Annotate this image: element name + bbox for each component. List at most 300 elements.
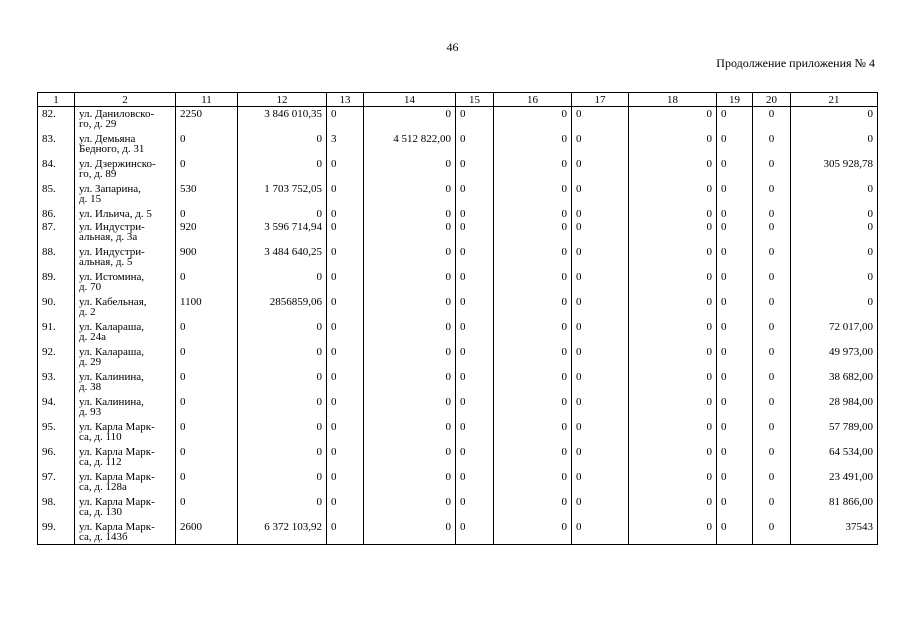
value-cell-c15: 0 <box>456 245 494 270</box>
value-cell-c11: 0 <box>176 420 238 445</box>
value-cell-c20: 0 <box>753 520 791 545</box>
value-cell-c17: 0 <box>572 495 629 520</box>
value-cell-c16: 0 <box>494 420 572 445</box>
value-cell-c20: 0 <box>753 345 791 370</box>
address-line: ул. Демьяна <box>79 132 136 145</box>
value-cell-c13: 0 <box>327 445 364 470</box>
address-line: д. 29 <box>79 355 102 368</box>
value-cell-c17: 0 <box>572 345 629 370</box>
column-header: 18 <box>629 93 717 107</box>
address-cell <box>75 245 176 270</box>
address-line: ул. Калинина, <box>79 370 144 383</box>
table-row <box>38 295 878 320</box>
address-cell <box>75 420 176 445</box>
value-cell-c18: 0 <box>629 270 717 295</box>
value-cell-c14: 0 <box>364 445 456 470</box>
table-body <box>38 107 878 545</box>
value-cell-c11: 0 <box>176 370 238 395</box>
value-cell-c19: 0 <box>717 295 753 320</box>
value-cell-c14: 0 <box>364 207 456 220</box>
value-cell-c16: 0 <box>494 495 572 520</box>
value-cell-c17: 0 <box>572 470 629 495</box>
address-line: Бедного, д. 31 <box>79 142 145 155</box>
address-line: д. 15 <box>79 192 102 205</box>
value-cell-c21: 0 <box>791 220 878 245</box>
value-cell-c18: 0 <box>629 295 717 320</box>
value-cell-c20: 0 <box>753 495 791 520</box>
value-cell-c14: 4 512 822,00 <box>364 132 456 157</box>
value-cell-c16: 0 <box>494 295 572 320</box>
address-line: ул. Калараша, <box>79 345 145 358</box>
value-cell-c20: 0 <box>753 182 791 207</box>
value-cell-c14: 0 <box>364 420 456 445</box>
value-cell-c15: 0 <box>456 345 494 370</box>
value-cell-c15: 0 <box>456 495 494 520</box>
column-header: 21 <box>791 93 878 107</box>
value-cell-c14: 0 <box>364 370 456 395</box>
value-cell-c14: 0 <box>364 107 456 132</box>
address-line: ул. Ильича, д. 5 <box>79 207 152 220</box>
table-row <box>38 182 878 207</box>
value-cell-c21: 37543 <box>791 520 878 545</box>
value-cell-c16: 0 <box>494 245 572 270</box>
row-number-cell: 82. <box>38 107 75 132</box>
row-number-cell: 85. <box>38 182 75 207</box>
value-cell-c11: 530 <box>176 182 238 207</box>
value-cell-c19: 0 <box>717 132 753 157</box>
value-cell-c16: 0 <box>494 207 572 220</box>
row-number-cell: 98. <box>38 495 75 520</box>
address-line: д. 24а <box>79 330 106 343</box>
value-cell-c11: 0 <box>176 345 238 370</box>
address-line: са, д. 143б <box>79 530 128 543</box>
value-cell-c12: 6 372 103,92 <box>238 520 327 545</box>
value-cell-c18: 0 <box>629 107 717 132</box>
value-cell-c13: 0 <box>327 520 364 545</box>
value-cell-c15: 0 <box>456 107 494 132</box>
value-cell-c17: 0 <box>572 395 629 420</box>
value-cell-c19: 0 <box>717 420 753 445</box>
value-cell-c17: 0 <box>572 182 629 207</box>
row-number-cell: 86. <box>38 207 75 220</box>
value-cell-c19: 0 <box>717 270 753 295</box>
value-cell-c13: 0 <box>327 270 364 295</box>
row-number-cell: 89. <box>38 270 75 295</box>
value-cell-c12: 0 <box>238 320 327 345</box>
value-cell-c15: 0 <box>456 320 494 345</box>
value-cell-c13: 0 <box>327 245 364 270</box>
value-cell-c11: 0 <box>176 470 238 495</box>
value-cell-c21: 81 866,00 <box>791 495 878 520</box>
value-cell-c18: 0 <box>629 445 717 470</box>
value-cell-c11: 0 <box>176 132 238 157</box>
value-cell-c14: 0 <box>364 470 456 495</box>
value-cell-c15: 0 <box>456 420 494 445</box>
value-cell-c17: 0 <box>572 445 629 470</box>
address-line: ул. Карла Марк- <box>79 420 155 433</box>
table-row <box>38 220 878 245</box>
address-line: са, д. 110 <box>79 430 122 443</box>
value-cell-c21: 0 <box>791 182 878 207</box>
value-cell-c18: 0 <box>629 207 717 220</box>
address-line: ул. Калараша, <box>79 320 145 333</box>
value-cell-c18: 0 <box>629 420 717 445</box>
address-line: го, д. 89 <box>79 167 117 180</box>
row-number-cell: 92. <box>38 345 75 370</box>
value-cell-c14: 0 <box>364 295 456 320</box>
value-cell-c21: 0 <box>791 107 878 132</box>
address-cell <box>75 132 176 157</box>
value-cell-c17: 0 <box>572 157 629 182</box>
column-header: 16 <box>494 93 572 107</box>
address-cell <box>75 320 176 345</box>
value-cell-c21: 28 984,00 <box>791 395 878 420</box>
value-cell-c20: 0 <box>753 132 791 157</box>
value-cell-c13: 0 <box>327 420 364 445</box>
value-cell-c19: 0 <box>717 395 753 420</box>
value-cell-c13: 0 <box>327 320 364 345</box>
column-header: 13 <box>327 93 364 107</box>
row-number-cell: 96. <box>38 445 75 470</box>
value-cell-c16: 0 <box>494 520 572 545</box>
value-cell-c17: 0 <box>572 370 629 395</box>
value-cell-c12: 0 <box>238 445 327 470</box>
table-row <box>38 470 878 495</box>
address-line: са, д. 128а <box>79 480 127 493</box>
address-line: ул. Запарина, <box>79 182 141 195</box>
value-cell-c17: 0 <box>572 420 629 445</box>
value-cell-c18: 0 <box>629 345 717 370</box>
value-cell-c14: 0 <box>364 182 456 207</box>
value-cell-c11: 1100 <box>176 295 238 320</box>
address-line: го, д. 29 <box>79 118 117 130</box>
value-cell-c17: 0 <box>572 132 629 157</box>
value-cell-c15: 0 <box>456 395 494 420</box>
table-row <box>38 395 878 420</box>
address-line: д. 38 <box>79 380 102 393</box>
value-cell-c21: 0 <box>791 295 878 320</box>
address-cell <box>75 295 176 320</box>
value-cell-c17: 0 <box>572 270 629 295</box>
value-cell-c12: 0 <box>238 470 327 495</box>
value-cell-c13: 0 <box>327 495 364 520</box>
value-cell-c16: 0 <box>494 270 572 295</box>
value-cell-c15: 0 <box>456 132 494 157</box>
value-cell-c18: 0 <box>629 182 717 207</box>
address-cell <box>75 395 176 420</box>
value-cell-c20: 0 <box>753 220 791 245</box>
value-cell-c20: 0 <box>753 370 791 395</box>
row-number-cell: 90. <box>38 295 75 320</box>
value-cell-c15: 0 <box>456 520 494 545</box>
value-cell-c18: 0 <box>629 495 717 520</box>
value-cell-c17: 0 <box>572 207 629 220</box>
value-cell-c14: 0 <box>364 495 456 520</box>
address-line: ул. Даниловско- <box>79 108 155 120</box>
column-header: 20 <box>753 93 791 107</box>
table-row <box>38 270 878 295</box>
value-cell-c16: 0 <box>494 132 572 157</box>
value-cell-c18: 0 <box>629 470 717 495</box>
value-cell-c16: 0 <box>494 445 572 470</box>
value-cell-c18: 0 <box>629 132 717 157</box>
value-cell-c11: 0 <box>176 495 238 520</box>
table-row <box>38 320 878 345</box>
value-cell-c11: 2600 <box>176 520 238 545</box>
value-cell-c21: 72 017,00 <box>791 320 878 345</box>
column-header: 2 <box>75 93 176 107</box>
value-cell-c16: 0 <box>494 345 572 370</box>
value-cell-c14: 0 <box>364 220 456 245</box>
row-number-cell: 97. <box>38 470 75 495</box>
table-row <box>38 207 878 220</box>
address-line: альная, д. 3а <box>79 230 138 243</box>
address-cell <box>75 370 176 395</box>
column-header: 14 <box>364 93 456 107</box>
address-line: ул. Дзержинско- <box>79 157 156 170</box>
table-row <box>38 520 878 545</box>
value-cell-c16: 0 <box>494 395 572 420</box>
table-row <box>38 370 878 395</box>
value-cell-c20: 0 <box>753 295 791 320</box>
address-line: ул. Карла Марк- <box>79 470 155 483</box>
value-cell-c21: 49 973,00 <box>791 345 878 370</box>
value-cell-c13: 0 <box>327 157 364 182</box>
value-cell-c15: 0 <box>456 220 494 245</box>
value-cell-c19: 0 <box>717 182 753 207</box>
value-cell-c13: 0 <box>327 395 364 420</box>
value-cell-c11: 0 <box>176 207 238 220</box>
address-cell <box>75 520 176 545</box>
value-cell-c20: 0 <box>753 270 791 295</box>
value-cell-c11: 0 <box>176 157 238 182</box>
row-number-cell: 88. <box>38 245 75 270</box>
value-cell-c20: 0 <box>753 207 791 220</box>
column-header: 15 <box>456 93 494 107</box>
table-row <box>38 157 878 182</box>
value-cell-c15: 0 <box>456 470 494 495</box>
value-cell-c11: 2250 <box>176 107 238 132</box>
value-cell-c19: 0 <box>717 107 753 132</box>
value-cell-c20: 0 <box>753 107 791 132</box>
value-cell-c13: 0 <box>327 295 364 320</box>
row-number-cell: 93. <box>38 370 75 395</box>
address-cell <box>75 445 176 470</box>
value-cell-c14: 0 <box>364 270 456 295</box>
value-cell-c14: 0 <box>364 157 456 182</box>
table-row <box>38 345 878 370</box>
value-cell-c11: 0 <box>176 445 238 470</box>
value-cell-c17: 0 <box>572 320 629 345</box>
value-cell-c19: 0 <box>717 470 753 495</box>
value-cell-c12: 0 <box>238 132 327 157</box>
value-cell-c18: 0 <box>629 220 717 245</box>
value-cell-c11: 0 <box>176 320 238 345</box>
address-line: ул. Карла Марк- <box>79 495 155 508</box>
value-cell-c20: 0 <box>753 395 791 420</box>
value-cell-c12: 3 596 714,94 <box>238 220 327 245</box>
column-header: 17 <box>572 93 629 107</box>
value-cell-c12: 0 <box>238 370 327 395</box>
value-cell-c19: 0 <box>717 320 753 345</box>
value-cell-c16: 0 <box>494 182 572 207</box>
value-cell-c17: 0 <box>572 520 629 545</box>
value-cell-c18: 0 <box>629 157 717 182</box>
value-cell-c13: 3 <box>327 132 364 157</box>
value-cell-c13: 0 <box>327 220 364 245</box>
value-cell-c20: 0 <box>753 245 791 270</box>
value-cell-c16: 0 <box>494 370 572 395</box>
value-cell-c20: 0 <box>753 320 791 345</box>
value-cell-c21: 23 491,00 <box>791 470 878 495</box>
value-cell-c19: 0 <box>717 345 753 370</box>
value-cell-c19: 0 <box>717 220 753 245</box>
value-cell-c17: 0 <box>572 295 629 320</box>
value-cell-c12: 0 <box>238 157 327 182</box>
value-cell-c19: 0 <box>717 207 753 220</box>
value-cell-c12: 0 <box>238 345 327 370</box>
value-cell-c16: 0 <box>494 107 572 132</box>
address-line: ул. Индустри- <box>79 220 145 233</box>
value-cell-c21: 57 789,00 <box>791 420 878 445</box>
value-cell-c11: 920 <box>176 220 238 245</box>
table-row <box>38 107 878 132</box>
header-row <box>38 93 878 107</box>
value-cell-c12: 0 <box>238 420 327 445</box>
value-cell-c18: 0 <box>629 370 717 395</box>
value-cell-c20: 0 <box>753 420 791 445</box>
value-cell-c21: 0 <box>791 245 878 270</box>
column-header: 12 <box>238 93 327 107</box>
address-cell <box>75 207 176 220</box>
value-cell-c21: 64 534,00 <box>791 445 878 470</box>
value-cell-c20: 0 <box>753 157 791 182</box>
value-cell-c14: 0 <box>364 245 456 270</box>
value-cell-c15: 0 <box>456 270 494 295</box>
value-cell-c16: 0 <box>494 470 572 495</box>
value-cell-c19: 0 <box>717 495 753 520</box>
value-cell-c13: 0 <box>327 207 364 220</box>
row-number-cell: 99. <box>38 520 75 545</box>
value-cell-c12: 0 <box>238 207 327 220</box>
value-cell-c20: 0 <box>753 470 791 495</box>
row-number-cell: 91. <box>38 320 75 345</box>
column-header: 19 <box>717 93 753 107</box>
value-cell-c19: 0 <box>717 245 753 270</box>
value-cell-c16: 0 <box>494 320 572 345</box>
address-line: ул. Калинина, <box>79 395 144 408</box>
address-line: д. 70 <box>79 280 102 293</box>
value-cell-c12: 1 703 752,05 <box>238 182 327 207</box>
column-header: 11 <box>176 93 238 107</box>
value-cell-c13: 0 <box>327 470 364 495</box>
value-cell-c15: 0 <box>456 370 494 395</box>
value-cell-c16: 0 <box>494 220 572 245</box>
value-cell-c19: 0 <box>717 370 753 395</box>
column-header: 1 <box>38 93 75 107</box>
address-cell <box>75 182 176 207</box>
value-cell-c11: 0 <box>176 395 238 420</box>
address-cell <box>75 157 176 182</box>
page-number: 46 <box>446 40 459 54</box>
address-line: альная, д. 5 <box>79 255 133 268</box>
address-line: ул. Карла Марк- <box>79 445 155 458</box>
address-line: са, д. 130 <box>79 505 122 518</box>
value-cell-c18: 0 <box>629 395 717 420</box>
row-number-cell: 87. <box>38 220 75 245</box>
value-cell-c12: 0 <box>238 270 327 295</box>
value-cell-c12: 0 <box>238 395 327 420</box>
address-cell <box>75 495 176 520</box>
table-row <box>38 495 878 520</box>
continuation-label: Продолжение приложения № 4 <box>716 56 875 70</box>
address-line: д. 93 <box>79 405 102 418</box>
value-cell-c17: 0 <box>572 245 629 270</box>
value-cell-c21: 0 <box>791 132 878 157</box>
address-line: ул. Карла Марк- <box>79 520 155 533</box>
table-row <box>38 420 878 445</box>
address-line: ул. Истомина, <box>79 270 145 283</box>
value-cell-c14: 0 <box>364 520 456 545</box>
row-number-cell: 84. <box>38 157 75 182</box>
row-number-cell: 83. <box>38 132 75 157</box>
address-cell <box>75 107 176 132</box>
value-cell-c19: 0 <box>717 445 753 470</box>
table-row <box>38 445 878 470</box>
address-line: д. 2 <box>79 305 96 318</box>
value-cell-c20: 0 <box>753 445 791 470</box>
value-cell-c15: 0 <box>456 207 494 220</box>
address-cell <box>75 345 176 370</box>
value-cell-c21: 305 928,78 <box>791 157 878 182</box>
value-cell-c18: 0 <box>629 520 717 545</box>
value-cell-c21: 38 682,00 <box>791 370 878 395</box>
value-cell-c13: 0 <box>327 370 364 395</box>
address-line: ул. Кабельная, <box>79 295 147 308</box>
value-cell-c17: 0 <box>572 107 629 132</box>
address-line: ул. Индустри- <box>79 245 145 258</box>
value-cell-c21: 0 <box>791 207 878 220</box>
row-number-cell: 95. <box>38 420 75 445</box>
table-row <box>38 245 878 270</box>
value-cell-c15: 0 <box>456 295 494 320</box>
value-cell-c16: 0 <box>494 157 572 182</box>
value-cell-c13: 0 <box>327 345 364 370</box>
value-cell-c17: 0 <box>572 220 629 245</box>
data-table <box>37 92 878 545</box>
value-cell-c18: 0 <box>629 320 717 345</box>
value-cell-c12: 0 <box>238 495 327 520</box>
value-cell-c14: 0 <box>364 395 456 420</box>
value-cell-c12: 3 484 640,25 <box>238 245 327 270</box>
value-cell-c15: 0 <box>456 157 494 182</box>
value-cell-c19: 0 <box>717 520 753 545</box>
address-cell <box>75 270 176 295</box>
value-cell-c15: 0 <box>456 182 494 207</box>
value-cell-c12: 2856859,06 <box>238 295 327 320</box>
value-cell-c13: 0 <box>327 182 364 207</box>
value-cell-c18: 0 <box>629 245 717 270</box>
value-cell-c11: 0 <box>176 270 238 295</box>
value-cell-c11: 900 <box>176 245 238 270</box>
value-cell-c15: 0 <box>456 445 494 470</box>
value-cell-c14: 0 <box>364 320 456 345</box>
value-cell-c12: 3 846 010,35 <box>238 107 327 132</box>
address-line: са, д. 112 <box>79 455 122 468</box>
row-number-cell: 94. <box>38 395 75 420</box>
address-cell <box>75 470 176 495</box>
value-cell-c14: 0 <box>364 345 456 370</box>
